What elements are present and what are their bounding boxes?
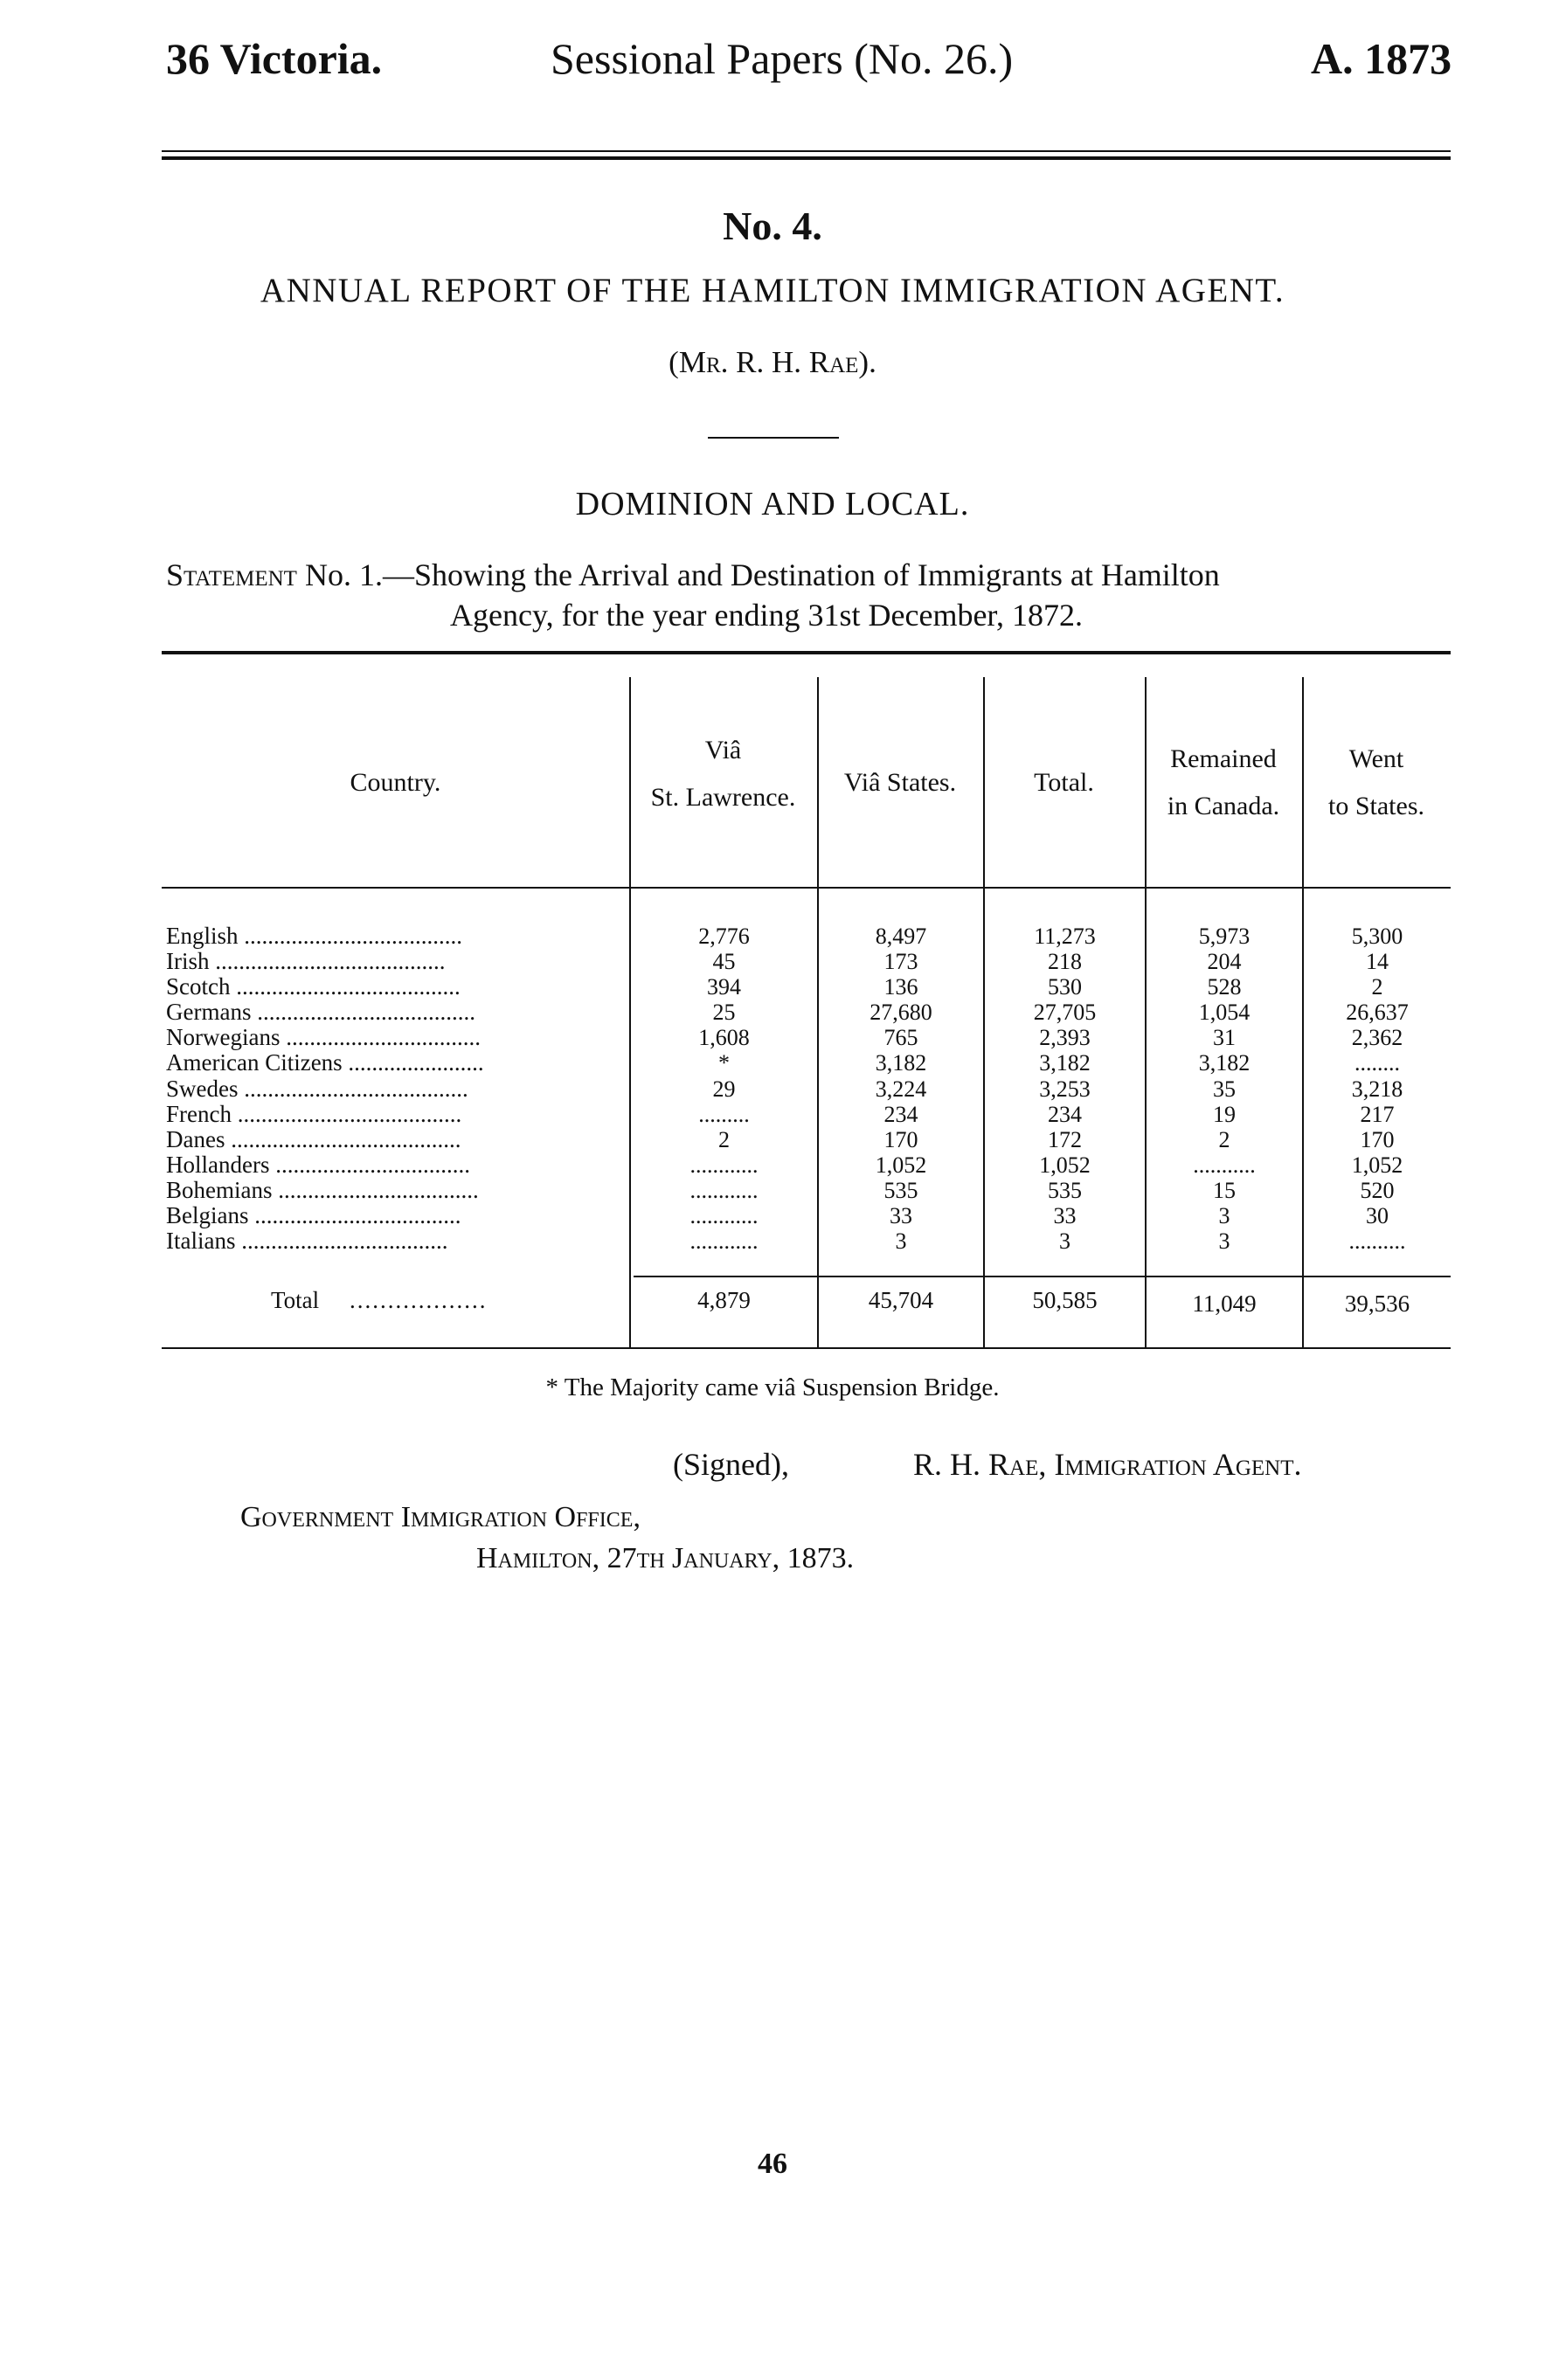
header-rule-top: [162, 150, 1451, 152]
table-cell: ........: [1354, 1050, 1400, 1076]
header-remained-line-1: Remained: [1170, 744, 1277, 773]
statement-text: No. 1.—Showing the Arrival and Destination of Immigrants at Hamilton: [304, 557, 1220, 592]
table-row: Hollanders .................................: [166, 1151, 470, 1178]
table-row: English .....................................: [166, 923, 463, 949]
totals-label: Total: [271, 1287, 320, 1313]
table-cell: 30: [1366, 1203, 1389, 1229]
table-row: American Citizens .......................: [166, 1049, 484, 1076]
table-row: Italians ...................................: [166, 1228, 448, 1255]
header-remained-line-2: in Canada.: [1167, 791, 1280, 820]
remained-in-canada-column: [1147, 924, 1302, 1254]
table-row: French ......................................: [166, 1100, 462, 1127]
table-cell: 3,182: [1198, 1050, 1251, 1076]
table-cell: 1,054: [1198, 1000, 1251, 1026]
table-cell: 2: [1371, 974, 1383, 1000]
table-cell: 520: [1360, 1177, 1395, 1203]
running-header-middle: Sessional Papers (No. 26.): [551, 34, 1014, 83]
table-cell: 528: [1207, 974, 1242, 1000]
table-cell: 172: [1048, 1126, 1082, 1152]
table-cell: 25: [712, 1000, 736, 1026]
statement-label: Statement: [166, 557, 297, 592]
header-remained-in-canada: [1145, 743, 1302, 822]
table-cell: 765: [883, 1025, 918, 1051]
table-row: Scotch ......................................: [166, 973, 461, 1000]
via-states-column: [819, 924, 983, 1254]
document-author: (Mr. R. H. Rae).: [669, 345, 876, 379]
table-cell: 234: [883, 1101, 918, 1127]
table-row: Germans .....................................: [166, 999, 475, 1026]
table-cell: 1,052: [875, 1152, 927, 1178]
table-cell: 530: [1048, 974, 1082, 1000]
office-place-date: Hamilton, 27th January, 1873.: [476, 1542, 855, 1574]
table-row: Danes .......................................: [166, 1125, 461, 1152]
table-cell: 33: [890, 1203, 912, 1229]
running-header-right: A. 1873: [1311, 34, 1452, 83]
table-cell: 3: [1218, 1228, 1230, 1255]
table-cell: ............: [689, 1152, 759, 1178]
table-cell: 170: [883, 1126, 918, 1152]
total-column: [985, 924, 1145, 1254]
header-rule-bottom: [162, 156, 1451, 160]
table-cell: ............: [689, 1203, 759, 1229]
table-cell: 29: [712, 1076, 736, 1102]
table-cell: 26,637: [1346, 1000, 1409, 1026]
document-title: ANNUAL REPORT OF THE HAMILTON IMMIGRATION AGENT.: [260, 272, 1285, 309]
table-cell: 170: [1360, 1126, 1395, 1152]
table-bottom-rule: [162, 1347, 1451, 1349]
table-cell: 27,680: [869, 1000, 932, 1026]
table-totals-rule: [634, 1276, 1451, 1277]
table-cell: 173: [883, 949, 918, 975]
document-number: No. 4.: [723, 204, 822, 248]
table-cell: 535: [1048, 1177, 1082, 1203]
table-cell: ..........: [1348, 1228, 1406, 1255]
via-st-lawrence-column: [631, 924, 817, 1254]
table-cell: 218: [1048, 949, 1082, 975]
table-cell: 394: [707, 974, 741, 1000]
table-cell: 2: [718, 1126, 730, 1152]
table-row: Bohemians ..................................: [166, 1176, 479, 1203]
signer-name: R. H. Rae, Immigration Agent.: [913, 1447, 1302, 1482]
table-cell: 1,052: [1039, 1152, 1091, 1178]
table-cell: 3,182: [1039, 1050, 1091, 1076]
table-cell: 11,273: [1034, 924, 1096, 949]
signed-label: (Signed),: [673, 1447, 789, 1482]
table-cell: 3,224: [875, 1076, 927, 1102]
table-cell: 3,182: [875, 1050, 927, 1076]
table-cell: 15: [1213, 1177, 1236, 1203]
totals-via-st-lawrence: 4,879: [697, 1287, 751, 1313]
table-cell: 35: [1213, 1076, 1236, 1102]
table-cell: 204: [1207, 949, 1242, 975]
statement-caption-line-1: [166, 557, 1220, 593]
table-cell: 45: [712, 949, 736, 975]
header-went-to-states: [1302, 743, 1451, 822]
header-via-st-lawrence-line-1: Viâ: [704, 736, 742, 765]
header-went-line-1: Went: [1348, 744, 1404, 773]
page-number: 46: [758, 2148, 787, 2180]
table-cell: ............: [689, 1228, 759, 1255]
went-to-states-column: [1304, 924, 1451, 1254]
header-via-st-lawrence: [629, 734, 817, 813]
header-country: Country.: [350, 768, 441, 797]
table-cell: *: [718, 1050, 730, 1076]
header-via-st-lawrence-line-2: St. Lawrence.: [650, 782, 796, 812]
table-cell: 1,052: [1351, 1152, 1403, 1178]
table-header-rule: [162, 887, 1451, 889]
immigration-table: [162, 651, 1451, 1350]
table-cell: 2,362: [1351, 1025, 1403, 1051]
statement-caption-line-2: Agency, for the year ending 31st December, 1872.: [450, 598, 1083, 633]
table-cell: 3: [895, 1228, 907, 1255]
totals-via-states: 45,704: [868, 1287, 934, 1313]
totals-total: 50,585: [1032, 1287, 1098, 1313]
table-cell: 3,218: [1351, 1076, 1403, 1102]
table-cell: ............: [689, 1177, 759, 1203]
table-cell: 3: [1218, 1203, 1230, 1229]
table-cell: 217: [1360, 1101, 1395, 1127]
totals-dots: ..................: [350, 1287, 488, 1313]
table-cell: 1,608: [698, 1025, 750, 1051]
table-cell: 5,300: [1351, 924, 1403, 949]
header-total: Total.: [1034, 768, 1094, 797]
table-row: Belgians ...................................: [166, 1202, 461, 1229]
title-divider: [708, 437, 839, 439]
table-cell: 8,497: [875, 924, 927, 949]
table-cell: 19: [1213, 1101, 1236, 1127]
header-via-states: Viâ States.: [843, 768, 957, 797]
table-row: Norwegians .................................: [166, 1024, 481, 1051]
table-row: Swedes ......................................: [166, 1075, 468, 1102]
table-footnote: * The Majority came viâ Suspension Bridge.: [545, 1373, 1000, 1401]
table-cell: 535: [883, 1177, 918, 1203]
table-cell: ...........: [1193, 1152, 1256, 1178]
table-cell: 2,393: [1039, 1025, 1091, 1051]
running-header-left: 36 Victoria.: [166, 34, 383, 83]
totals-went-to-states: 39,536: [1344, 1290, 1410, 1317]
office-name: Government Immigration Office,: [240, 1501, 641, 1533]
totals-remained-in-canada: 11,049: [1192, 1290, 1257, 1317]
table-cell: 2,776: [698, 924, 750, 949]
table-cell: 5,973: [1198, 924, 1251, 949]
table-cell: .........: [698, 1101, 750, 1127]
header-went-line-2: to States.: [1328, 791, 1424, 820]
table-cell: 136: [883, 974, 918, 1000]
table-cell: 3: [1059, 1228, 1070, 1255]
table-row: Irish .......................................: [166, 948, 446, 975]
country-column: [166, 924, 625, 1254]
table-cell: 27,705: [1033, 1000, 1097, 1026]
table-cell: 234: [1048, 1101, 1082, 1127]
table-cell: 3,253: [1039, 1076, 1091, 1102]
table-cell: 33: [1053, 1203, 1077, 1229]
table-cell: 14: [1366, 949, 1389, 975]
section-heading: DOMINION AND LOCAL.: [575, 486, 970, 522]
table-cell: 31: [1213, 1025, 1236, 1051]
table-top-rule: [162, 651, 1451, 654]
table-cell: 2: [1218, 1126, 1230, 1152]
